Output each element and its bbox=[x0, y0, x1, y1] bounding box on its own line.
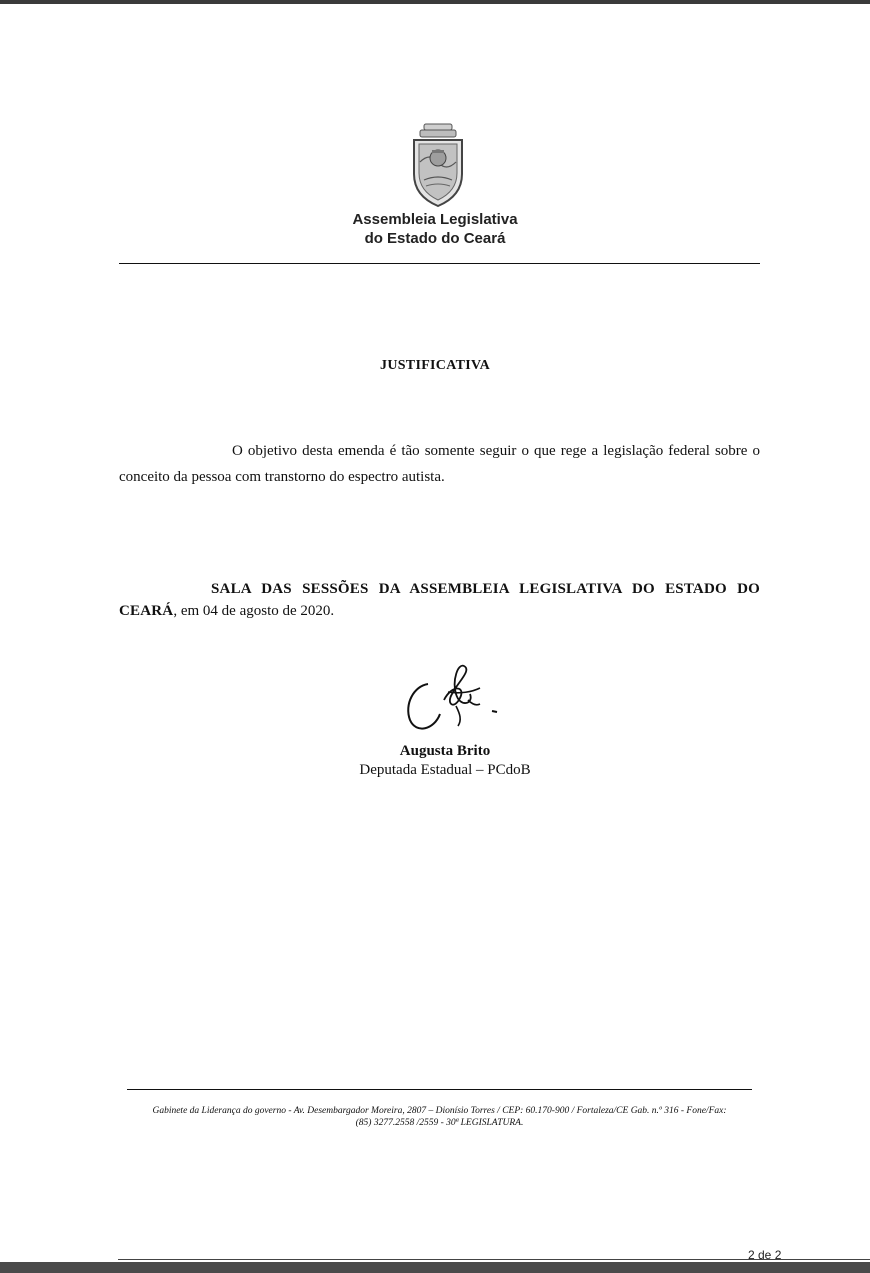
viewer-bottom-bar bbox=[0, 1262, 870, 1273]
institution-line-2: do Estado do Ceará bbox=[364, 230, 506, 247]
session-statement-date: , em 04 de agosto de 2020. bbox=[173, 603, 335, 619]
document-title: JUSTIFICATIVA bbox=[380, 358, 490, 373]
handwritten-signature bbox=[400, 664, 510, 736]
signer-block bbox=[300, 742, 590, 780]
page-bottom-rule bbox=[118, 1259, 870, 1260]
state-coat-of-arms-icon bbox=[408, 122, 468, 208]
signer-name: Augusta Brito bbox=[399, 743, 491, 759]
footer-line-1: Gabinete da Liderança do governo - Av. Desembargador Moreira, 2807 – Dionísio Torres / CEP: 60.170-900 / Fortaleza/CE Gab. n.º 316 - Fone/Fax: bbox=[152, 1106, 727, 1116]
institution-line-1: Assembleia Legislativa bbox=[352, 211, 518, 228]
signer-role: Deputada Estadual – PCdoB bbox=[359, 762, 531, 778]
session-statement-bold: SALA DAS SESSÕES DA ASSEMBLEIA LEGISLATIVA DO ESTADO DO CEARÁ bbox=[119, 581, 760, 619]
footer-divider bbox=[127, 1089, 752, 1090]
footer-address bbox=[117, 1105, 762, 1129]
document-page bbox=[0, 4, 870, 1262]
session-statement bbox=[119, 578, 760, 622]
page-indicator: 2 de 2 bbox=[748, 1248, 782, 1262]
institution-name bbox=[0, 210, 870, 248]
footer-line-2: (85) 3277.2558 /2559 - 30ª LEGISLATURA. bbox=[355, 1118, 524, 1128]
header-divider bbox=[119, 263, 760, 264]
justification-paragraph: O objetivo desta emenda é tão somente seguir o que rege a legislação federal sobre o conceito da pessoa com transtorno do espectro autista. bbox=[119, 443, 760, 485]
